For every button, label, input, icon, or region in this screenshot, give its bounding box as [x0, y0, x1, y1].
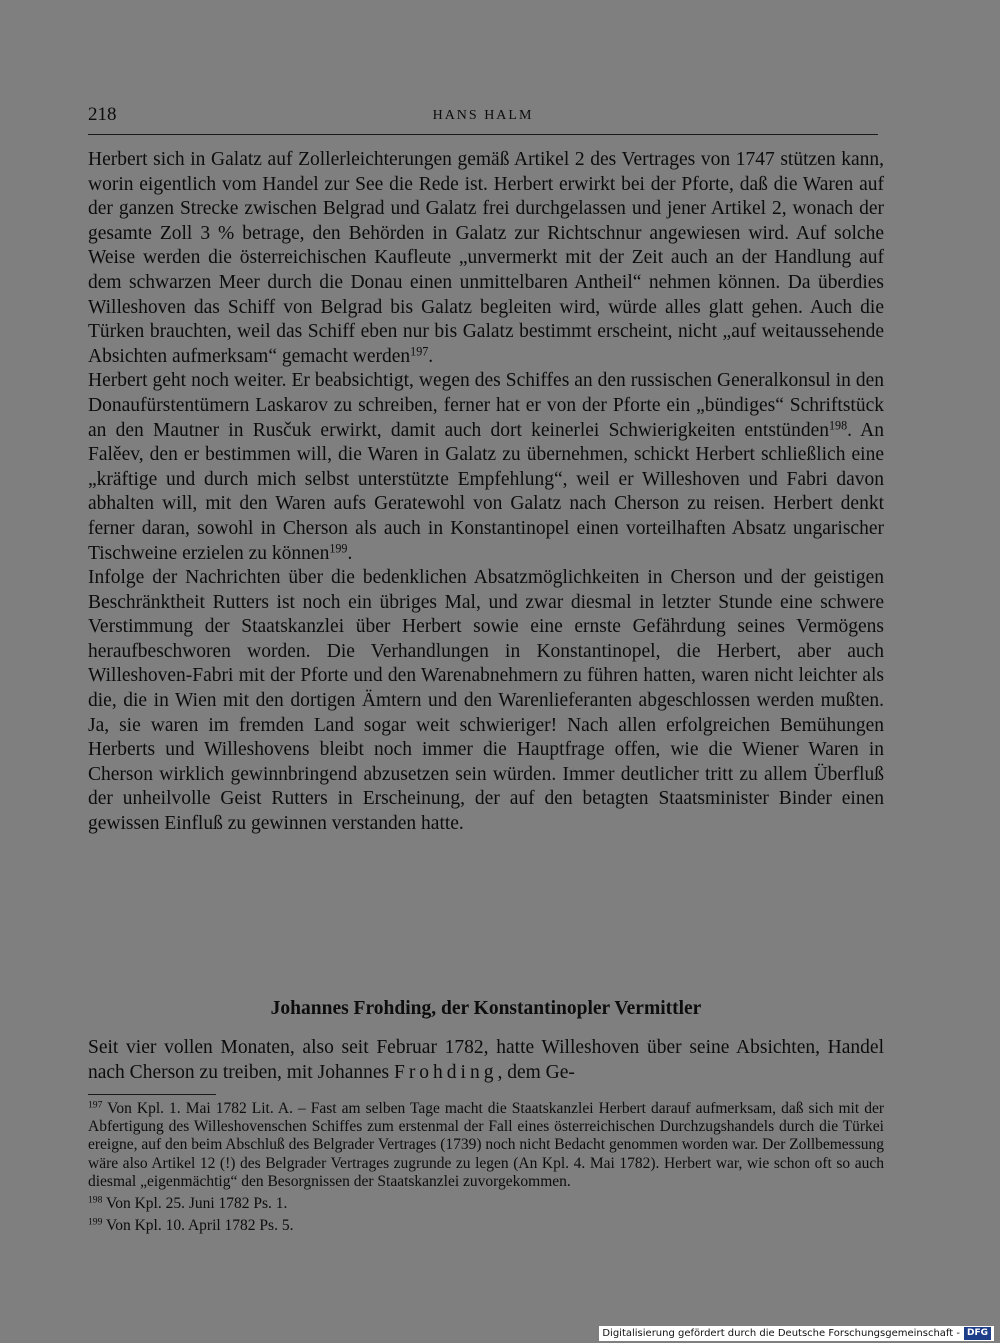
body-text	[88, 148, 884, 837]
page-header	[88, 104, 878, 135]
running-head: HANS HALM	[432, 108, 534, 123]
footnote-rule	[88, 1094, 216, 1095]
footnote-ref[interactable]: 199	[329, 540, 348, 555]
paragraph: Herbert geht noch weiter. Er beabsichtigt, wegen des Schiffes an den russischen Generalkonsul in den Donaufürstentümern Laskarov zu schreiben, ferner hat er von der Pforte ein „bündiges“ Schriftstück an den Mautner in Rusčuk erwirkt, damit auch dort keinerlei Schwierigkeiten entstünden$^{198}$. An Falěev, den er bestimmen will, die Waren in Galatz zu übernehmen, schickt Herbert schließlich eine „kräftige und durch mich selbst unterstützte Empfehlung“, weil er Willeshoven und Fabri davon abhalten will, mit den Waren aufs Geratewohl von Galatz nach Cherson zu reisen. Herbert denkt ferner daran, sowohl in Cherson als auch in Konstantinopel einen vorteilhaften Absatz ungarischer Tischweine erzielen zu können$^{199}$.	[88, 370, 884, 564]
digitization-credit	[599, 1326, 994, 1341]
footnote-number: 197	[88, 1099, 103, 1111]
footnote: $^{198}$ Von Kpl. 25. Juni 1782 Ps. 1.	[88, 1194, 288, 1213]
footnote: $^{197}$ Von Kpl. 1. Mai 1782 Lit. A. – Fast am selben Tage macht die Staatskanzlei Herbert darauf aufmerksam, daß sich mit der Abfertigung des Willeshovenschen Schiffes zum erstenmal der Fall eines österreichischen Durchzugshandels durch die Türkei ereigne, auf den beim Abschluß des Belgrader Vertrages (1739) noch nicht Bedacht genommen worden war. Der Zollbemessung wäre also Artikel 12 (!) des Belgrader Vertrages zugrunde zu legen (An Kpl. 4. Mai 1782). Herbert war, wie schon oft so auch diesmal „eigenmächtig“ den Besorgnissen der Staatskanzlei zuvorgekommen.	[88, 1099, 885, 1190]
dfg-logo-icon: DFG	[964, 1327, 991, 1340]
credit-text: Digitalisierung gefördert durch die Deutsche Forschungsgemeinschaft -	[602, 1328, 960, 1339]
paragraph: Herbert sich in Galatz auf Zollerleichterungen gemäß Artikel 2 des Vertrages von 1747 stützen kann, worin eigentlich vom Handel zur See die Rede ist. Herbert erwirkt bei der Pforte, daß die Waren auf der ganzen Strecke zwischen Belgrad und Galatz frei durchgelassen und jener Artikel 2, wonach der gesamte Zoll 3 % betrage, den Behörden in Galatz zur Richtschnur angewiesen wird. Auf solche Weise werden die österreichischen Kaufleute „unvermerkt mit der Zeit auch an der Handlung auf dem schwarzen Meer durch die Donau einen unmittelbaren Antheil“ nehmen können. Da überdies Willeshoven das Schiff von Belgrad bis Galatz begleiten wird, würde alles glatt gehen. Auch die Türken brauchten, weil das Schiff eben nur bis Galatz bestimmt erscheint, nicht „auf weitaussehende Absichten aufmerksam“ gemacht werden$^{197}$.	[88, 149, 884, 367]
footnote: $^{199}$ Von Kpl. 10. April 1782 Ps. 5.	[88, 1216, 294, 1235]
page-number: 218	[88, 104, 117, 125]
paragraph: Infolge der Nachrichten über die bedenklichen Absatzmöglichkeiten in Cherson und der geistigen Beschränktheit Rutters ist noch ein übriges Mal, und zwar diesmal in letzter Stunde eine schwere Verstimmung der Staatskanzlei über Herbert sowie eine ernste Gefährdung seines Vermögens heraufbeschworen worden. Die Verhandlungen in Konstantinopel, die Herbert, aber auch Willeshoven-Fabri mit der Pforte und den Warenabnehmern zu führen hatten, waren nicht leichter als die, die in Wien mit den dortigen Ämtern und den Warenlieferanten abgeschlossen werden mußten. Ja, sie waren im fremden Land sogar weit schwieriger! Nach allen erfolgreichen Bemühungen Herberts und Willeshovens bleibt noch immer die Hauptfrage offen, wie die Wiener Waren in Cherson wirklich gewinnbringend abzusetzen sein würden. Immer deutlicher tritt zu allem Überfluß der unheilvolle Geist Rutters in Erscheinung, der auf den betagten Staatsminister Binder einen gewissen Einfluß zu gewinnen verstanden hatte.	[88, 567, 884, 835]
footnote-ref[interactable]: 198	[829, 417, 848, 432]
footnote-number: 199	[88, 1216, 103, 1228]
footnote-number: 198	[88, 1194, 103, 1206]
section-text: Seit vier vollen Monaten, also seit Februar 1782, hatte Willeshoven über seine Absichten, Handel nach Cherson zu treiben, mit Johannes Frohding, dem Ge-	[88, 1037, 884, 1083]
spaced-name: Frohding	[393, 1061, 498, 1083]
section-heading: Johannes Frohding, der Konstantinopler Vermittler	[270, 998, 702, 1019]
footnotes	[88, 1100, 884, 1239]
footnote-ref[interactable]: 197	[410, 344, 429, 359]
